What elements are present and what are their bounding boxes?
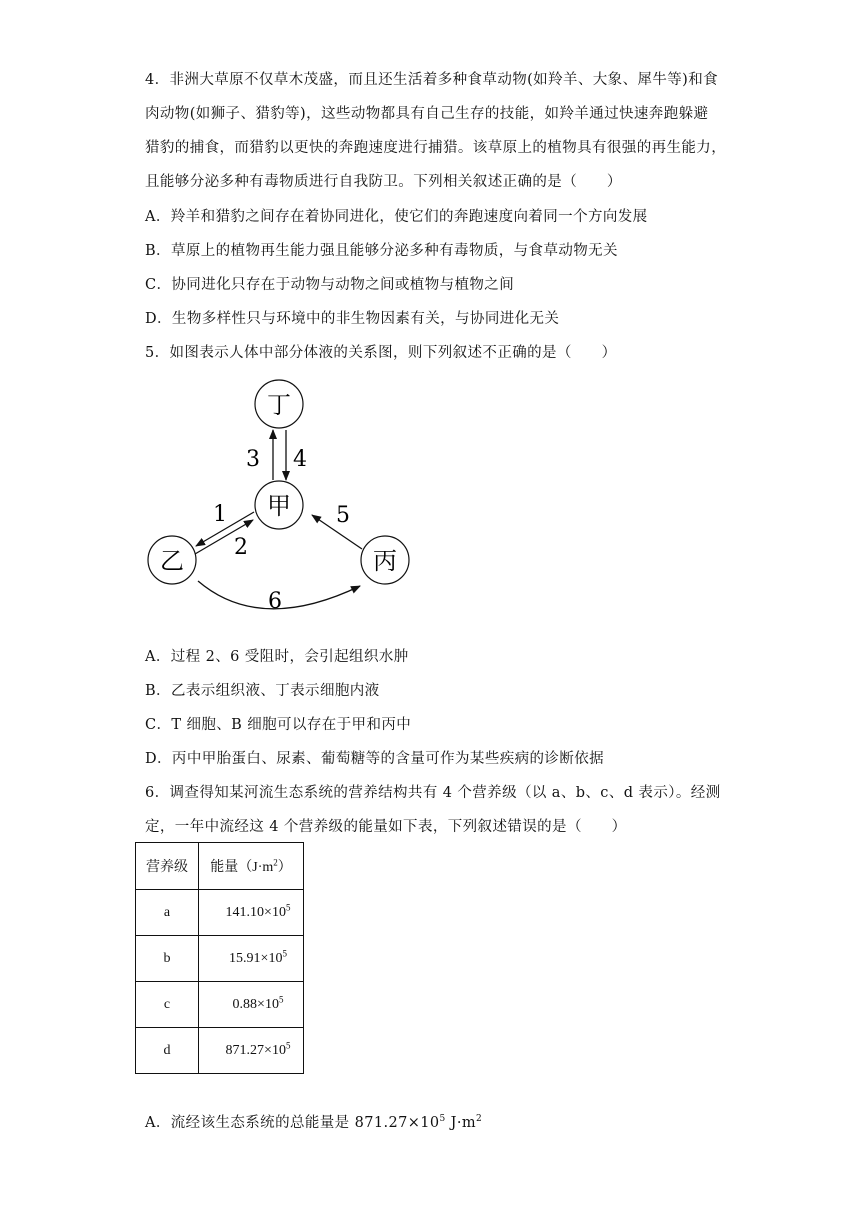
node-bing [361,536,409,584]
table-row [136,1028,304,1074]
q4-stem-line-1: 4．非洲大草原不仅草木茂盛，而且还生活着多种食草动物(如羚羊、大象、犀牛等)和食 [145,72,719,88]
cell-energy: $871.27\times 10^5$ [199,1028,304,1074]
node-ding [255,380,303,428]
q4-option-b: B．草原上的植物再生能力强且能够分泌多种有毒物质，与食草动物无关 [145,243,618,259]
table-header-row [136,843,304,890]
cell-level: b [136,936,199,982]
header-trophic-level: 营养级 [136,843,199,890]
table-row [136,982,304,1028]
node-yi [148,536,196,584]
q4-option-a: A．羚羊和猎豹之间存在着协同进化，使它们的奔跑速度向着同一个方向发展 [145,209,648,225]
body-fluid-diagram [140,374,440,650]
q5-option-b: B．乙表示组织液、丁表示细胞内液 [145,683,380,699]
q4-option-d: D．生物多样性只与环境中的非生物因素有关，与协同进化无关 [145,311,560,327]
q5-option-c: C．T 细胞、B 细胞可以存在于甲和丙中 [145,717,412,733]
energy-table [135,842,304,1074]
svg-text:甲: 甲 [267,492,291,520]
q4-stem-line-4: 且能够分泌多种有毒物质进行自我防卫。下列相关叙述正确的是（ ） [145,174,622,190]
q5-option-d: D．丙中甲胎蛋白、尿素、葡萄糖等的含量可作为某些疾病的诊断依据 [145,751,605,767]
q6-option-a: A．流经该生态系统的总能量是 $871.27\times 10^5$ $J\cdot m^2$ [145,1114,483,1131]
cell-level: c [136,982,199,1028]
cell-energy: $0.88\times 10^5$ [199,982,304,1028]
cell-energy: $15.91\times 10^5$ [199,936,304,982]
q6-stem-line-2: 定，一年中流经这 4 个营养级的能量如下表，下列叙述错误的是（ ） [145,819,627,835]
label-2: 2 [234,535,248,560]
header-energy: 能量$(J\cdot m^2)$ [199,843,304,890]
cell-level: d [136,1028,199,1074]
label-5: 5 [336,503,350,528]
q5-stem: 5．如图表示人体中部分体液的关系图，则下列叙述不正确的是（ ） [145,345,617,361]
label-4: 4 [293,447,307,472]
cell-level: a [136,890,199,936]
node-jia [255,481,303,529]
label-6: 6 [268,589,282,614]
label-3: 3 [246,447,260,472]
q6-stem-line-1: 6．调查得知某河流生态系统的营养结构共有 4 个营养级（以 a、b、c、d 表示）。经测 [145,785,721,801]
table-row [136,890,304,936]
q4-stem-line-3: 猎豹的捕食，而猎豹以更快的奔跑速度进行捕猎。该草原上的植物具有很强的再生能力， [145,140,727,156]
cell-energy: $141.10\times 10^5$ [199,890,304,936]
q4-option-c: C．协同进化只存在于动物与动物之间或植物与植物之间 [145,277,515,293]
svg-text:丙: 丙 [373,547,397,575]
label-1: 1 [213,502,227,527]
svg-text:乙: 乙 [160,547,184,575]
table-row [136,936,304,982]
q4-stem-line-2: 肉动物(如狮子、猎豹等)，这些动物都具有自己生存的技能，如羚羊通过快速奔跑躲避 [145,106,709,122]
q5-option-a: A．过程 2、6 受阻时，会引起组织水肿 [145,649,409,665]
svg-text:丁: 丁 [267,391,291,419]
